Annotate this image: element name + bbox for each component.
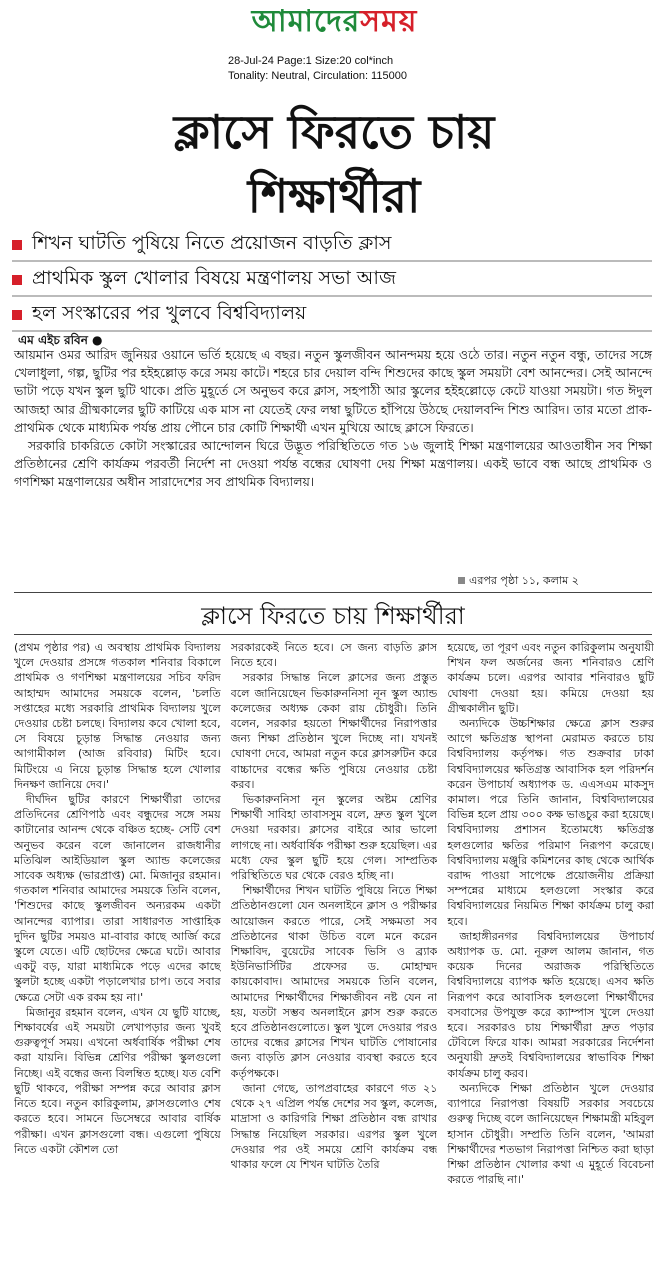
lead-paragraph: সরকারি চাকরিতে কোটা সংস্কারের আন্দোলন ঘিরে উদ্ভূত পরিস্থিতিতে গত ১৬ জুলাই শিক্ষা মন্ত্রণালয়ের আওতাধীন সব শিক্ষা প্রতিষ্ঠানের শ্রেণি কার্যক্রম পরবর্তী নির্দেশ না দেওয়া পর্যন্ত বন্ধের ঘোষণা দেয় শিক্ষা মন্ত্রণালয়। একই ভাবে বন্ধ আছে প্রাথমিক ও গণশিক্ষা মন্ত্রণালয়ের অধীন সারাদেশের সব প্রাথমিক বিদ্যালয়। (14, 438, 652, 490)
divider (14, 634, 652, 635)
column-2 (231, 640, 438, 1280)
paragraph: মিজানুর রহমান বলেন, এখন যে ছুটি যাচ্ছে, শিক্ষাবর্ষের এই সময়টা লেখাপড়ার জন্য খুবই গুরুত্বপূর্ণ সময়। এখনো অর্ধবার্ষিক পরীক্ষা শেষ করা যায়নি। বিভিন্ন শ্রেণির পরীক্ষা স্কুলগুলো নিচ্ছে। এই বন্ধের জন্য বিলম্বিত হচ্ছে। যত বেশি ছুটি থাকবে, পরীক্ষা সম্পন্ন করে আবার ক্লাস নিতে হবে। নতুন কারিকুলাম, ক্লাসগুলোও শেষ করতে হবে। সামনে ডিসেম্বরে আবার বার্ষিক পরীক্ষা। এখন ক্লাসগুলো বন্ধ। এগুলো পুষিয়ে নিতে একটা কৌশল তো (14, 1005, 221, 1156)
paragraph: জাহাঙ্গীরনগর বিশ্ববিদ্যালয়ের উপাচার্য অধ্যাপক ড. মো. নূরুল আলম জানান, গত কয়েক দিনের অরাজক পরিস্থিতিতে বিশ্ববিদ্যালয়ে ব্যাপক ক্ষতি হয়েছে। এসব ক্ষতি নিরূপণ করে আবাসিক হলগুলো শিক্ষার্থীদের বসবাসের উপযুক্ত করে ক্যাম্পাস খুলে দেওয়া হবে। সরকারও চায় শিক্ষার্থীরা দ্রুত পড়ার টেবিলে ফিরে যাক। আমরা সরকারের নির্দেশনা অনুযায়ী দ্রুতই বিশ্ববিদ্যালয়ের স্বাভাবিক শিক্ষা কার্যক্রম চালু করব। (447, 929, 655, 1080)
paragraph: অন্যদিকে উচ্চশিক্ষার ক্ষেত্রে ক্লাস শুরুর আগে ক্ষতিগ্রস্ত স্থাপনা মেরামত করতে চায় বিশ্ববিদ্যালয় কর্তৃপক্ষ। গত শুক্রবার ঢাকা বিশ্ববিদ্যালয়ের ক্ষতিগ্রস্ত আবাসিক হল পরিদর্শন করেন উপাচার্য অধ্যাপক ড. এএসএম মাকসুদ কামাল। পরে তিনি জানান, বিশ্ববিদ্যালয়ের বিভিন্ন হলে প্রায় ৩০০ কক্ষ ভাঙচুর করা হয়েছে। বিশ্ববিদ্যালয় প্রশাসন ইতোমধ্যে ক্ষতিগ্রস্ত হলগুলোর ক্ষতির পরিমাণ নিরূপণ করেছে। বিশ্ববিদ্যালয় মঞ্জুরি কমিশনের কাছ থেকে আর্থিক বরাদ্দ পাওয়া সাপেক্ষে প্রয়োজনীয় প্রক্রিয়া সম্পন্নের মাধ্যমে হলগুলো সংস্কার করে বিশ্ববিদ্যালয়ের নিয়মিত শিক্ষা কার্যক্রম চালু করা হবে। (447, 717, 655, 928)
paragraph: জানা গেছে, তাপপ্রবাহের কারণে গত ২১ থেকে ২৭ এপ্রিল পর্যন্ত দেশের সব স্কুল, কলেজ, মাদ্রাসা ও কারিগরি শিক্ষা প্রতিষ্ঠান বন্ধ রাখার সিদ্ধান্ত নিয়েছিল সরকার। এরপর স্কুল খুলে দেওয়ার পর ওই সময়ে শ্রেণি কার্যক্রম বন্ধ থাকার ফলে যে শিখন ঘাটতি তৈরি (230, 1081, 438, 1171)
meta-line-2: Tonality: Neutral, Circulation: 115000 (228, 70, 407, 82)
paragraph: শিক্ষার্থীদের শিখন ঘাটতি পুষিয়ে নিতে শিক্ষা প্রতিষ্ঠানগুলো যেন অনলাইনে ক্লাস ও পরীক্ষার আয়োজন করতে পারে, সেই সক্ষমতা সব প্রতিষ্ঠানের থাকা উচিত বলে মনে করেন শিক্ষাবিদ, বুয়েটের সাবেক ভিসি ও ব্র্যাক ইউনিভার্সিটির প্রফেসর ড. মোহাম্মদ কায়কোবাদ। আমাদের সময়কে তিনি বলেন, আমাদের শিক্ষার্থীদের শিক্ষাজীবন নষ্ট যেন না হয়, যতটা সম্ভব অনলাইনে ক্লাস শুরু করতে হবে প্রতিষ্ঠানগুলোতে। স্কুল খুলে দেওয়ার পরও তাদের বন্ধের ক্লাসের শিখন ঘাটতি পোষানোর জন্য বাড়তি ক্লাস নেওয়ার ব্যবস্থা করতে হবে কর্তৃপক্ষকে। (230, 884, 438, 1080)
subheadlines (12, 230, 652, 335)
lead-paragraph: আয়মান ওমর আরিদ জুনিয়র ওয়ানে ভর্তি হয়েছে এ বছর। নতুন স্কুলজীবন আনন্দময় হয়ে ওঠে তার। নতুন নতুন বন্ধু, তাদের সঙ্গে খেলাধুলা, গল্প, ছুটির পর হইহল্লোড় করে সময় কাটে। শহরে চার দেয়াল বন্দি শিশুদের কাছে স্কুল সময়টা বেশ আনন্দের। সেই আনন্দে ভাটা পড়ে যখন স্কুল ছুটি থাকে। প্রতি মুহূর্তে সে অনুভব করে ক্লাস, সহপাঠী আর স্কুলের হইহল্লোড়ে কেটে যাওয়া সময়টা। গত ঈদুল আজহা আর গ্রীষ্মকালের ছুটি কাটিয়ে এক মাস না যেতেই ফের লম্বা ছুটিতে হাঁপিয়ে উঠছে দেয়ালবন্দি শিশু আরিদ। তার মতো প্রাক-প্রাথমিক থেকে মাধ্যমিক পর্যন্ত প্রায় পৌনে চার কোটি শিক্ষার্থী এখন মুখিয়ে আছে ক্লাসে ফিরতে। (14, 347, 652, 435)
jump-line: এরপর পৃষ্ঠা ১১, কলাম ২ (458, 572, 579, 591)
paragraph: হয়েছে, তা পূরণ এবং নতুন কারিকুলাম অনুযায়ী শিখন ফল অর্জনের জন্য শনিবারও শ্রেণি কার্যক্রম চলে। এরপর আবার শনিবারও ছুটি ঘোষণা দেওয়া হয়। কমিয়ে দেওয়া হয় গ্রীষ্মকালীন ছুটি। (447, 641, 655, 715)
paragraph: অন্যদিকে শিক্ষা প্রতিষ্ঠান খুলে দেওয়ার ব্যাপারে নিরাপত্তা বিষয়টি সরকার সবচেয়ে গুরুত্ব দিচ্ছে বলে জানিয়েছেন শিক্ষামন্ত্রী মহিবুল হাসান চৌধুরী। সম্প্রতি তিনি বলেন, 'আমরা শিক্ষার্থীদের শতভাগ নিরাপত্তা নিশ্চিত করা ছাড়া শিক্ষা প্রতিষ্ঠান খোলার কথা এ মুহূর্তে বিবেচনা করতে পারছি না।' (447, 1081, 655, 1187)
subheadline: প্রাথমিক স্কুল খোলার বিষয়ে মন্ত্রণালয় সভা আজ (12, 265, 652, 297)
byline: এম এইচ রবিন ● (18, 333, 103, 347)
newspaper-logo (0, 0, 669, 44)
headline (20, 100, 648, 228)
red-square-bullet-icon (12, 275, 22, 285)
clipping-meta (228, 54, 488, 84)
lead-article (14, 346, 652, 492)
divider (14, 592, 652, 593)
logo-part-1: আমাদের (251, 4, 361, 39)
column-3 (447, 640, 654, 1280)
subheadline: শিখন ঘাটতি পুষিয়ে নিতে প্রয়োজন বাড়তি ক্লাস (12, 230, 652, 262)
subheadline: হল সংস্কারের পর খুলবে বিশ্ববিদ্যালয় (12, 300, 652, 332)
headline-line-1: ক্লাসে ফিরতে চায় (173, 105, 495, 159)
paragraph: সরকার সিদ্ধান্ত নিলে ক্লাসের জন্য প্রস্তুত বলে জানিয়েছেন ভিকারুননিসা নূন স্কুল অ্যান্ড কলেজের অধ্যক্ষ কেকা রায় চৌধুরী। তিনি বলেন, সরকার হয়তো শিক্ষার্থীদের নিরাপত্তার জন্য শিক্ষা প্রতিষ্ঠান খুলে দিচ্ছে না। যখনই ঘোষণা দেবে, আমরা নতুন করে ক্লাসরুটিন করে বাচ্চাদের বন্ধের ক্ষতি পুষিয়ে নেওয়ার চেষ্টা করব। (230, 671, 438, 791)
square-bullet-icon (458, 577, 465, 584)
logo-part-2: সময় (360, 4, 418, 39)
paragraph: ভিকারুননিসা নূন স্কুলের অষ্টম শ্রেণির শিক্ষার্থী সাবিহা তাবাসসুম বলে, দ্রুত স্কুল খুলে দেওয়া দরকার। ক্লাসের বাইরে আর ভালো লাগছে না। অর্ধবার্ষিক পরীক্ষা শুরু হয়েছিল। এর মধ্যে ফের স্কুল ছুটি হয়ে গেল। সাম্প্রতিক পরিস্থিতিতে ঘর থেকে বেরও হচ্ছি না। (230, 793, 438, 883)
continuation-title: ক্লাসে ফিরতে চায় শিক্ষার্থীরা (201, 602, 465, 630)
red-square-bullet-icon (12, 310, 22, 320)
column-1 (14, 640, 221, 1280)
paragraph: সরকারকেই নিতে হবে। সে জন্য বাড়তি ক্লাস নিতে হবে। (230, 641, 438, 670)
headline-line-2: শিক্ষার্থীরা (247, 169, 421, 223)
red-square-bullet-icon (12, 240, 22, 250)
continuation-columns (14, 640, 654, 1280)
paragraph: (প্রথম পৃষ্ঠার পর) এ অবস্থায় প্রাথমিক বিদ্যালয় খুলে দেওয়ার প্রসঙ্গে গতকাল শনিবার বিকালে প্রাথমিক ও গণশিক্ষা মন্ত্রণালয়ের সচিব ফরিদ আহাম্মদ আমাদের সময়কে বলেন, 'চলতি সপ্তাহের মধ্যে সরকারি প্রাথমিক বিদ্যালয় খুলে দেওয়ার চেষ্টা চলছে। বিদ্যালয় কবে খোলা হবে, সে বিষয়ে চূড়ান্ত সিদ্ধান্ত নেওয়ার জন্য আগামীকাল (আজ রবিবার) মিটিং হবে। মিটিংয়ে এ নিয়ে চূড়ান্ত সিদ্ধান্ত হলে খোলার দিনক্ষণ জানিয়ে দেব।' (14, 641, 221, 791)
paragraph: দীর্ঘদিন ছুটির কারণে শিক্ষার্থীরা তাদের প্রতিদিনের শ্রেণিপাঠ এবং বন্ধুদের সঙ্গে সময় কাটানোর আনন্দ থেকে বঞ্চিত হচ্ছে- সেটি বেশ অনুভব করেন বলে জানালেন রাজধানীর মতিঝিল আইডিয়াল স্কুল অ্যান্ড কলেজের সাবেক অধ্যক্ষ (ভারপ্রাপ্ত) মো. মিজানুর রহমান। গতকাল শনিবার আমাদের সময়কে তিনি বলেন, 'শিশুদের কাছে স্কুলজীবন অন্যরকম একটা আনন্দের ব্যাপার। তারা সাধারণত সাপ্তাহিক দুদিন ছুটির সময়ও মা-বাবার কাছে আর্জি করে স্কুলে যেতে। এটি ছোটদের ক্ষেত্রে ঘটে। আবার একটু বড়, যারা মাধ্যমিকে পড়ে এদের কাছে স্কুলটা হচ্ছে একটা পড়ালেখার চাপ। তবে সবার ক্ষেত্রে সেটা এক রকম হয় না।' (14, 793, 221, 1004)
masthead (0, 0, 669, 50)
meta-line-1: 28-Jul-24 Page:1 Size:20 col*inch (228, 55, 394, 67)
